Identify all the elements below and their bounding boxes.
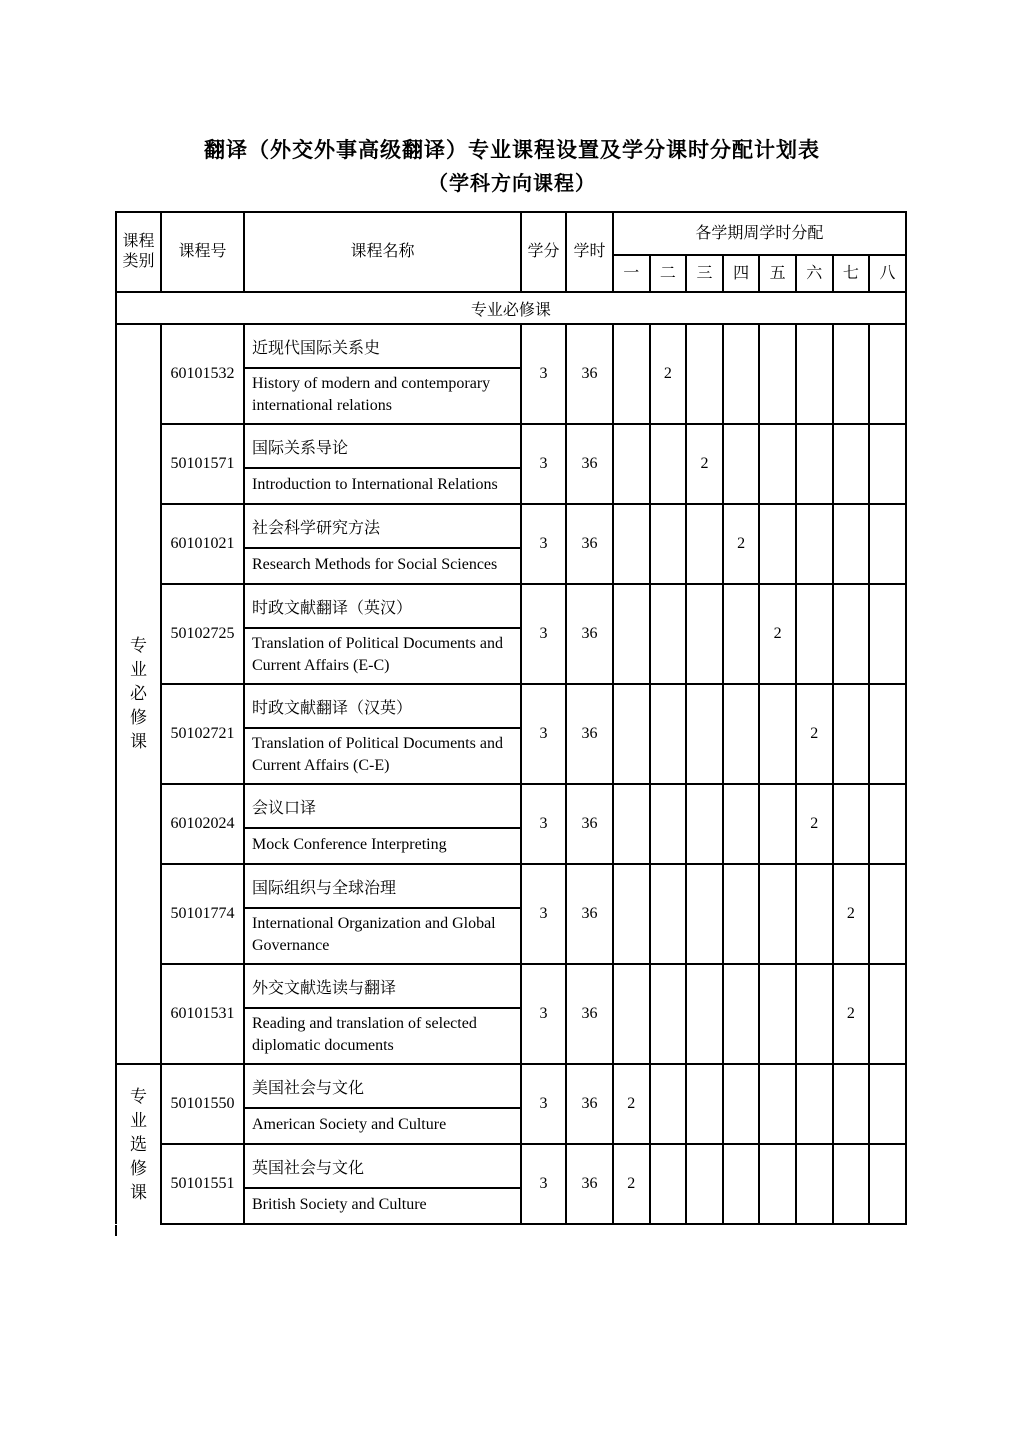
semester-hours-cell — [613, 424, 650, 504]
course-hours: 36 — [566, 424, 613, 504]
semester-hours-cell — [686, 1144, 723, 1224]
semester-hours-cell — [650, 1064, 687, 1144]
course-code: 50102725 — [161, 584, 244, 684]
header-semester-7: 七 — [833, 255, 870, 292]
course-name-cn: 外交文献选读与翻译 — [244, 964, 521, 1008]
course-name-en: Mock Conference Interpreting — [244, 828, 521, 864]
semester-hours-cell — [650, 864, 687, 964]
semester-hours-cell — [759, 964, 796, 1064]
header-semester-8: 八 — [869, 255, 906, 292]
course-credits: 3 — [521, 424, 566, 504]
course-hours: 36 — [566, 1064, 613, 1144]
header-hours: 学时 — [566, 212, 613, 292]
semester-hours-cell — [723, 1064, 760, 1144]
semester-hours-cell — [613, 684, 650, 784]
course-hours: 36 — [566, 324, 613, 424]
header-semester-6: 六 — [796, 255, 833, 292]
semester-hours-cell — [613, 784, 650, 864]
header-semester-1: 一 — [613, 255, 650, 292]
course-code: 50101774 — [161, 864, 244, 964]
semester-hours-cell — [613, 964, 650, 1064]
semester-hours-cell — [759, 1144, 796, 1224]
course-credits: 3 — [521, 1064, 566, 1144]
semester-hours-cell — [869, 1064, 906, 1144]
semester-hours-cell: 2 — [796, 684, 833, 784]
course-row — [116, 864, 906, 908]
course-row — [116, 684, 906, 728]
course-hours: 36 — [566, 584, 613, 684]
course-name-en: Reading and translation of selected diplomatic documents — [244, 1008, 521, 1064]
semester-hours-cell — [869, 784, 906, 864]
semester-hours-cell — [613, 584, 650, 684]
semester-hours-cell — [796, 1144, 833, 1224]
page-subtitle: （学科方向课程） — [428, 173, 596, 195]
course-row — [116, 784, 906, 828]
course-code: 60101532 — [161, 324, 244, 424]
course-name-en: International Organization and Global Governance — [244, 908, 521, 964]
course-code: 50102721 — [161, 684, 244, 784]
semester-hours-cell — [869, 964, 906, 1064]
semester-hours-cell — [759, 504, 796, 584]
semester-hours-cell: 2 — [613, 1064, 650, 1144]
semester-hours-cell — [650, 784, 687, 864]
course-code: 60101021 — [161, 504, 244, 584]
semester-hours-cell — [759, 424, 796, 504]
semester-hours-cell — [759, 324, 796, 424]
header-semester-2: 二 — [650, 255, 687, 292]
page-title: 翻译（外交外事高级翻译）专业课程设置及学分课时分配计划表 — [204, 138, 820, 162]
course-name-cn: 会议口译 — [244, 784, 521, 828]
course-code: 50101550 — [161, 1064, 244, 1144]
semester-hours-cell — [869, 504, 906, 584]
semester-hours-cell — [869, 1144, 906, 1224]
course-name-en: Introduction to International Relations — [244, 468, 521, 504]
header-category: 课程类别 — [116, 212, 161, 292]
header-semester-5: 五 — [759, 255, 796, 292]
semester-hours-cell — [686, 864, 723, 964]
course-row — [116, 424, 906, 468]
semester-hours-cell — [650, 424, 687, 504]
course-code: 60102024 — [161, 784, 244, 864]
course-row — [116, 504, 906, 548]
course-name-cn: 国际关系导论 — [244, 424, 521, 468]
semester-hours-cell — [686, 684, 723, 784]
course-code: 50101571 — [161, 424, 244, 504]
course-credits: 3 — [521, 784, 566, 864]
semester-hours-cell — [686, 964, 723, 1064]
curriculum-table — [115, 211, 907, 1225]
separator-label: 专业必修课 — [116, 292, 906, 324]
course-credits: 3 — [521, 1144, 566, 1224]
course-name-en: Research Methods for Social Sciences — [244, 548, 521, 584]
course-name-cn: 英国社会与文化 — [244, 1144, 521, 1188]
semester-hours-cell — [796, 324, 833, 424]
course-row — [116, 964, 906, 1008]
course-code: 60101531 — [161, 964, 244, 1064]
course-row — [116, 1064, 906, 1108]
course-hours: 36 — [566, 504, 613, 584]
semester-hours-cell — [650, 584, 687, 684]
semester-hours-cell — [796, 504, 833, 584]
semester-hours-cell — [833, 584, 870, 684]
course-credits: 3 — [521, 684, 566, 784]
semester-hours-cell — [723, 684, 760, 784]
category-cell — [116, 1064, 161, 1224]
semester-hours-cell — [759, 1064, 796, 1144]
semester-hours-cell — [869, 584, 906, 684]
semester-hours-cell — [613, 504, 650, 584]
course-name-cn: 美国社会与文化 — [244, 1064, 521, 1108]
course-credits: 3 — [521, 504, 566, 584]
semester-hours-cell — [796, 864, 833, 964]
semester-hours-cell — [833, 324, 870, 424]
semester-hours-cell: 2 — [796, 784, 833, 864]
semester-hours-cell — [759, 784, 796, 864]
category-label: 专 业 选 修 课 — [130, 1086, 147, 1202]
course-row — [116, 584, 906, 628]
course-row — [116, 1144, 906, 1188]
semester-hours-cell: 2 — [723, 504, 760, 584]
semester-hours-cell — [869, 324, 906, 424]
course-name-en: Translation of Political Documents and Current Affairs (E-C) — [244, 628, 521, 684]
course-row — [116, 324, 906, 368]
semester-hours-cell — [723, 584, 760, 684]
semester-hours-cell — [686, 504, 723, 584]
course-hours: 36 — [566, 864, 613, 964]
semester-hours-cell — [796, 1064, 833, 1144]
header-course-name: 课程名称 — [244, 212, 521, 292]
semester-hours-cell — [723, 864, 760, 964]
semester-hours-cell — [796, 424, 833, 504]
course-hours: 36 — [566, 964, 613, 1064]
semester-hours-cell — [833, 784, 870, 864]
semester-hours-cell — [613, 324, 650, 424]
course-credits: 3 — [521, 584, 566, 684]
semester-hours-cell — [833, 1144, 870, 1224]
header-semester-group: 各学期周学时分配 — [613, 212, 906, 255]
separator-row — [116, 292, 906, 324]
semester-hours-cell — [686, 784, 723, 864]
course-code: 50101551 — [161, 1144, 244, 1224]
course-hours: 36 — [566, 684, 613, 784]
course-name-cn: 社会科学研究方法 — [244, 504, 521, 548]
course-credits: 3 — [521, 964, 566, 1064]
semester-hours-cell — [833, 504, 870, 584]
course-hours: 36 — [566, 784, 613, 864]
semester-hours-cell: 2 — [759, 584, 796, 684]
semester-hours-cell — [796, 584, 833, 684]
header-code: 课程号 — [161, 212, 244, 292]
course-name-cn: 时政文献翻译（汉英） — [244, 684, 521, 728]
semester-hours-cell — [650, 964, 687, 1064]
semester-hours-cell: 2 — [686, 424, 723, 504]
semester-hours-cell: 2 — [613, 1144, 650, 1224]
course-name-en: American Society and Culture — [244, 1108, 521, 1144]
header-semester-3: 三 — [686, 255, 723, 292]
course-name-en: Translation of Political Documents and Current Affairs (C-E) — [244, 728, 521, 784]
course-credits: 3 — [521, 864, 566, 964]
course-name-en: British Society and Culture — [244, 1188, 521, 1224]
course-credits: 3 — [521, 324, 566, 424]
semester-hours-cell — [759, 864, 796, 964]
semester-hours-cell — [723, 1144, 760, 1224]
semester-hours-cell — [650, 1144, 687, 1224]
course-name-cn: 国际组织与全球治理 — [244, 864, 521, 908]
semester-hours-cell — [833, 424, 870, 504]
course-name-en: History of modern and contemporary international relations — [244, 368, 521, 424]
semester-hours-cell: 2 — [833, 864, 870, 964]
semester-hours-cell — [613, 864, 650, 964]
semester-hours-cell — [650, 684, 687, 784]
semester-hours-cell — [686, 584, 723, 684]
semester-hours-cell — [759, 684, 796, 784]
semester-hours-cell — [686, 1064, 723, 1144]
semester-hours-cell — [650, 504, 687, 584]
semester-hours-cell: 2 — [833, 964, 870, 1064]
semester-hours-cell — [796, 964, 833, 1064]
semester-hours-cell: 2 — [650, 324, 687, 424]
semester-hours-cell — [833, 684, 870, 784]
semester-hours-cell — [869, 864, 906, 964]
semester-hours-cell — [723, 964, 760, 1064]
category-cell — [116, 324, 161, 1064]
category-label: 专 业 必 修 课 — [130, 636, 147, 751]
course-name-cn: 时政文献翻译（英汉） — [244, 584, 521, 628]
semester-hours-cell — [723, 784, 760, 864]
table-left-edge-extension — [115, 1225, 117, 1236]
header-row-1 — [116, 212, 906, 255]
semester-hours-cell — [723, 324, 760, 424]
curriculum-table-wrap — [115, 211, 905, 1225]
semester-hours-cell — [723, 424, 760, 504]
header-semester-4: 四 — [723, 255, 760, 292]
semester-hours-cell — [869, 684, 906, 784]
course-hours: 36 — [566, 1144, 613, 1224]
semester-hours-cell — [869, 424, 906, 504]
semester-hours-cell — [833, 1064, 870, 1144]
course-name-cn: 近现代国际关系史 — [244, 324, 521, 368]
semester-hours-cell — [686, 324, 723, 424]
header-credits: 学分 — [521, 212, 566, 292]
